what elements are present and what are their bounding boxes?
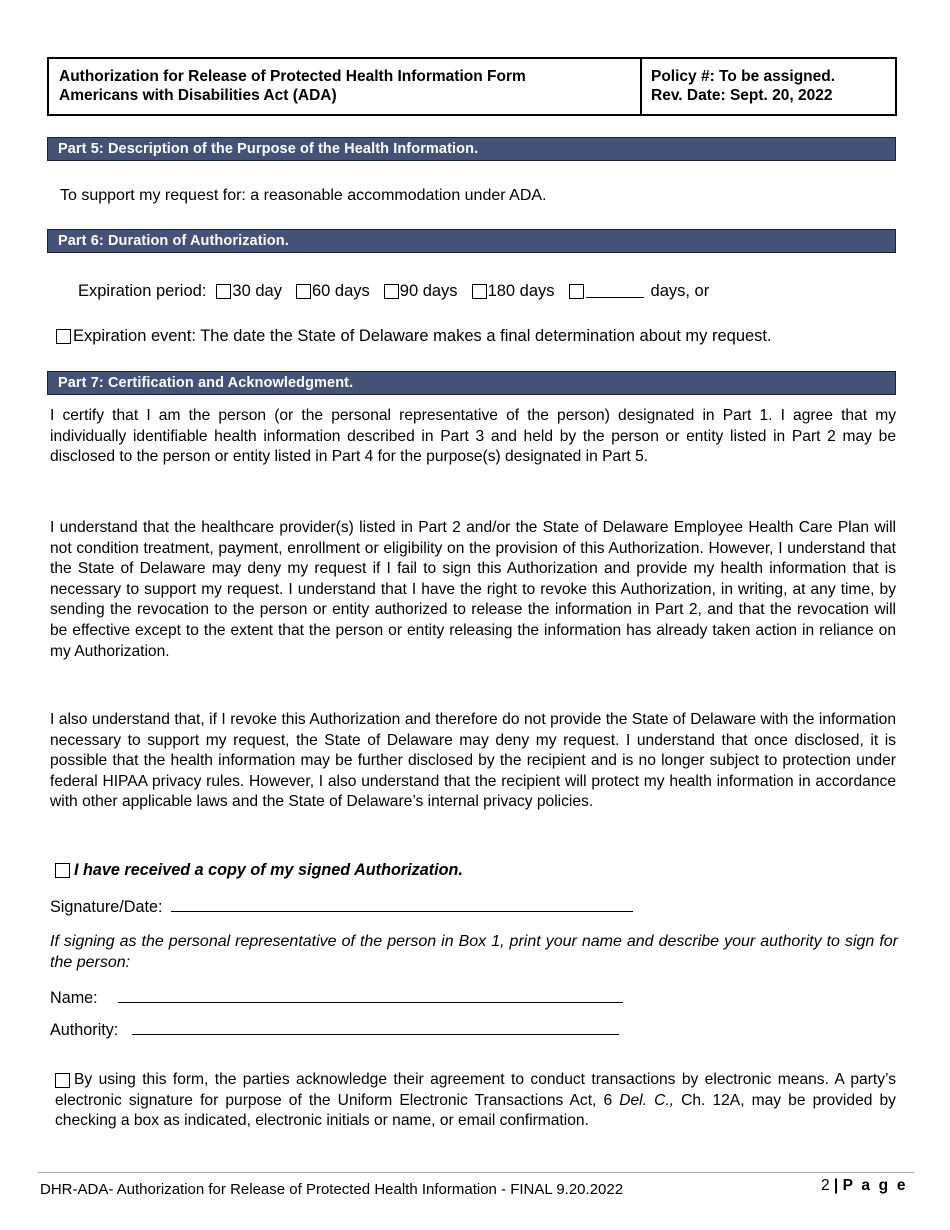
header-policy-number: Policy #: To be assigned. — [651, 68, 836, 85]
representative-instruction-note: If signing as the personal representative of the person in Box 1, print your name and describe your authority to sign for the person: — [50, 933, 898, 971]
expiration-event-label: Expiration event: The date the State of Delaware makes a final determination about my request. — [73, 327, 772, 345]
expiration-option-label-60-days: 60 days — [311, 282, 370, 300]
certification-paragraph-3: I also understand that, if I revoke this Authorization and therefore do not provide the State of Delaware with the information necessary to support my request, the State of Delaware may deny my request. I understand that once disclosed, it is possible that the health information may be further disclosed by the recipient and is no longer subject to protection under federal HIPAA privacy rules. However, I also understand that the recipient will protect my health information in accordance with other applicable laws and the State of Delaware’s internal privacy policies. — [50, 711, 896, 811]
expiration-option-label-90-days: 90 days — [399, 282, 458, 300]
header-revision-date: Rev. Date: Sept. 20, 2022 — [651, 87, 833, 104]
certification-paragraph-2: I understand that the healthcare provider(s) listed in Part 2 and/or the State of Delaware Employee Health Care Plan will not condition treatment, payment, enrollment or eligibility on the provision of this Authorization. However, I understand that the State of Delaware may deny my request if I fail to sign this Authorization and provide my health information that is necessary to support my request. I understand that I have the right to revoke this Authorization, in writing, at any time, by sending the revocation to the person or entity authorized to release the information in Part 2, and that the revocation will be effective except to the extent that the person or entity releasing the information has already taken action in reliance on my Authorization. — [50, 519, 896, 660]
checkbox-60-days[interactable] — [296, 284, 311, 299]
electronic-text-part-1: By using this form, the parties acknowledge their agreement to conduct transactions by electronic means. A party’s electronic signature for purpose of the Uniform Electronic Transactions Act, 6 — [55, 1071, 896, 1109]
header-title-cell — [49, 59, 642, 114]
checkbox-180-days[interactable] — [472, 284, 487, 299]
header-policy-cell — [642, 59, 895, 114]
received-copy-label: I have received a copy of my signed Authorization. — [74, 861, 463, 879]
expiration-option-30-day[interactable] — [216, 280, 282, 302]
signature-date-row[interactable] — [50, 897, 633, 917]
name-input-line[interactable] — [118, 988, 623, 1003]
footer-page-indicator — [821, 1177, 908, 1195]
checkbox-30-day[interactable] — [216, 284, 231, 299]
expiration-period-label: Expiration period: — [78, 282, 207, 300]
signature-date-label: Signature/Date: — [50, 898, 163, 916]
electronic-signature-paragraph — [55, 1070, 896, 1132]
expiration-option-label-30-day: 30 day — [232, 282, 282, 300]
footer-page-word: P a g e — [842, 1177, 908, 1194]
part5-purpose-text: To support my request for: a reasonable accommodation under ADA. — [60, 187, 547, 204]
expiration-period-row — [78, 280, 709, 302]
name-field-row[interactable] — [50, 988, 623, 1008]
footer-page-separator: | — [829, 1177, 843, 1194]
certification-paragraph-1: I certify that I am the person (or the personal representative of the person) designated in Part 1. I agree that my individually identifiable health information described in Part 3 and held by the person or entity listed in Part 2 may be disclosed to the person or entity listed in Part 4 for the purpose(s) designated in Part 5. — [50, 407, 896, 466]
expiration-option-label-180-days: 180 days — [487, 282, 555, 300]
authority-input-line[interactable] — [132, 1020, 619, 1035]
custom-days-label: days, or — [650, 282, 710, 300]
authority-field-row[interactable] — [50, 1020, 619, 1040]
expiration-option-180-days[interactable] — [472, 280, 555, 302]
document-header-table — [47, 57, 897, 116]
footer-divider — [38, 1172, 914, 1173]
checkbox-received-copy[interactable] — [55, 863, 70, 878]
expiration-option-custom[interactable] — [569, 280, 710, 302]
checkbox-electronic-agreement[interactable] — [55, 1073, 70, 1088]
expiration-option-60-days[interactable] — [296, 280, 370, 302]
checkbox-custom-days[interactable] — [569, 284, 584, 299]
expiration-option-90-days[interactable] — [384, 280, 458, 302]
footer-page-number: 2 — [821, 1177, 830, 1194]
electronic-signature-block[interactable] — [55, 1070, 896, 1132]
signature-date-input-line[interactable] — [171, 897, 633, 912]
part7-banner: Part 7: Certification and Acknowledgment. — [47, 371, 896, 395]
checkbox-expiration-event[interactable] — [56, 329, 71, 344]
part6-banner: Part 6: Duration of Authorization. — [47, 229, 896, 253]
custom-days-input-line[interactable] — [586, 284, 644, 298]
header-title-line-1: Authorization for Release of Protected Health Information Form — [59, 68, 526, 85]
name-field-label: Name: — [50, 989, 98, 1007]
checkbox-90-days[interactable] — [384, 284, 399, 299]
electronic-citation-italic: Del. C., — [619, 1091, 674, 1109]
authority-field-label: Authority: — [50, 1021, 119, 1039]
part5-banner: Part 5: Description of the Purpose of the Health Information. — [47, 137, 896, 161]
header-title-line-2: Americans with Disabilities Act (ADA) — [59, 87, 337, 104]
footer-document-label: DHR-ADA- Authorization for Release of Protected Health Information - FINAL 9.20.2022 — [40, 1181, 624, 1198]
expiration-event-row[interactable] — [56, 325, 772, 347]
received-copy-row[interactable] — [55, 861, 463, 880]
electronic-text-part-2: Ch. 12A, may be provided by checking a box as indicated, electronic initials or name, or email confirmation. — [55, 1091, 896, 1130]
